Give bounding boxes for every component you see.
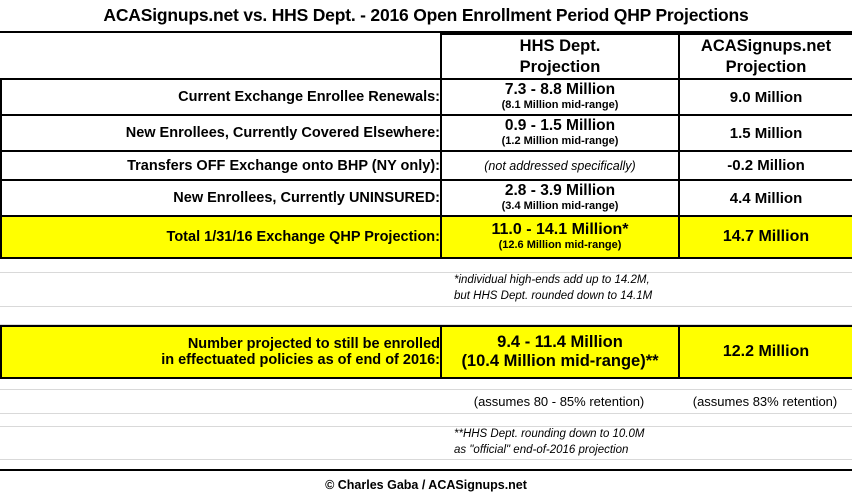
row-aca-value: -0.2 Million	[679, 151, 852, 180]
table-row	[1, 79, 852, 115]
assumption-aca: (assumes 83% retention)	[692, 394, 838, 409]
footnote-2-line2: as "official" end-of-2016 projection	[454, 443, 629, 456]
row-hhs-sub: (1.2 Million mid-range)	[501, 135, 619, 148]
header-hhs-projection	[441, 34, 679, 79]
header-hhs-line1: HHS Dept.	[519, 37, 601, 56]
row-hhs-main: 2.8 - 3.9 Million	[504, 182, 616, 200]
footnote-1	[440, 273, 678, 306]
row-label: New Enrollees, Currently Covered Elsewhere:	[1, 115, 441, 151]
row-hhs-sub: (3.4 Million mid-range)	[501, 200, 619, 213]
row-aca-value: 1.5 Million	[679, 115, 852, 151]
retention-hhs-main: 9.4 - 11.4 Million	[497, 333, 623, 352]
row-aca-value: 9.0 Million	[679, 79, 852, 115]
page-title	[0, 0, 852, 33]
blank-grid-row	[0, 379, 852, 390]
row-aca-value: 4.4 Million	[679, 180, 852, 216]
row-hhs-sub: (8.1 Million mid-range)	[501, 99, 619, 112]
credit-text: © Charles Gaba / ACASignups.net	[325, 478, 527, 492]
row-hhs-main: 11.0 - 14.1 Million*	[491, 220, 629, 238]
footnote-1-row	[0, 273, 852, 307]
retention-row	[1, 326, 852, 378]
retention-aca-value: 12.2 Million	[679, 326, 852, 378]
row-hhs-value	[441, 216, 679, 258]
blank-grid-row	[0, 259, 852, 273]
table-row	[1, 151, 852, 180]
projections-table	[0, 33, 852, 259]
spacer-area	[0, 259, 852, 325]
retention-label-line1: Number projected to still be enrolled	[187, 336, 440, 352]
footnote-1-line2: but HHS Dept. rounded down to 14.1M	[454, 289, 653, 302]
row-aca-value: 14.7 Million	[679, 216, 852, 258]
table-row	[1, 180, 852, 216]
blank-grid-row	[0, 307, 852, 325]
assumptions-area	[0, 379, 852, 474]
row-hhs-sub: (12.6 Million mid-range)	[498, 239, 622, 252]
row-hhs-value	[441, 115, 679, 151]
retention-table	[0, 325, 852, 379]
row-label: Total 1/31/16 Exchange QHP Projection:	[1, 216, 441, 258]
footnote-2-line1: **HHS Dept. rounding down to 10.0M	[454, 428, 645, 440]
footnote-1-line1: *individual high-ends add up to 14.2M,	[454, 274, 650, 286]
row-hhs-main: 7.3 - 8.8 Million	[504, 81, 616, 99]
row-label: Transfers OFF Exchange onto BHP (NY only):	[1, 151, 441, 180]
header-hhs-line2: Projection	[519, 57, 601, 76]
page-title-text: ACASignups.net vs. HHS Dept. - 2016 Open Enrollment Period QHP Projections	[103, 5, 749, 25]
retention-hhs-sub: (10.4 Million mid-range)**	[461, 352, 659, 370]
table-row	[1, 115, 852, 151]
blank-grid-row	[0, 414, 852, 427]
assumption-hhs: (assumes 80 - 85% retention)	[473, 394, 645, 409]
row-hhs-value	[441, 180, 679, 216]
header-aca-line2: Projection	[725, 57, 807, 76]
row-hhs-value	[441, 79, 679, 115]
retention-label-line2: in effectuated policies as of end of 2016:	[161, 352, 440, 368]
row-hhs-value	[441, 151, 679, 180]
header-aca-line1: ACASignups.net	[700, 37, 832, 56]
header-aca-projection	[679, 34, 852, 79]
row-hhs-main: (not addressed specifically)	[484, 158, 636, 173]
footnote-2	[440, 427, 678, 459]
retention-hhs-value	[441, 326, 679, 378]
credit-footer	[0, 469, 852, 499]
header-blank-cell	[1, 34, 441, 79]
row-label: New Enrollees, Currently UNINSURED:	[1, 180, 441, 216]
retention-label	[1, 326, 441, 378]
footnote-2-row	[0, 427, 852, 460]
assumptions-row	[0, 390, 852, 414]
table-header-row	[1, 34, 852, 79]
table-row-total	[1, 216, 852, 258]
row-label: Current Exchange Enrollee Renewals:	[1, 79, 441, 115]
row-hhs-main: 0.9 - 1.5 Million	[504, 117, 616, 135]
